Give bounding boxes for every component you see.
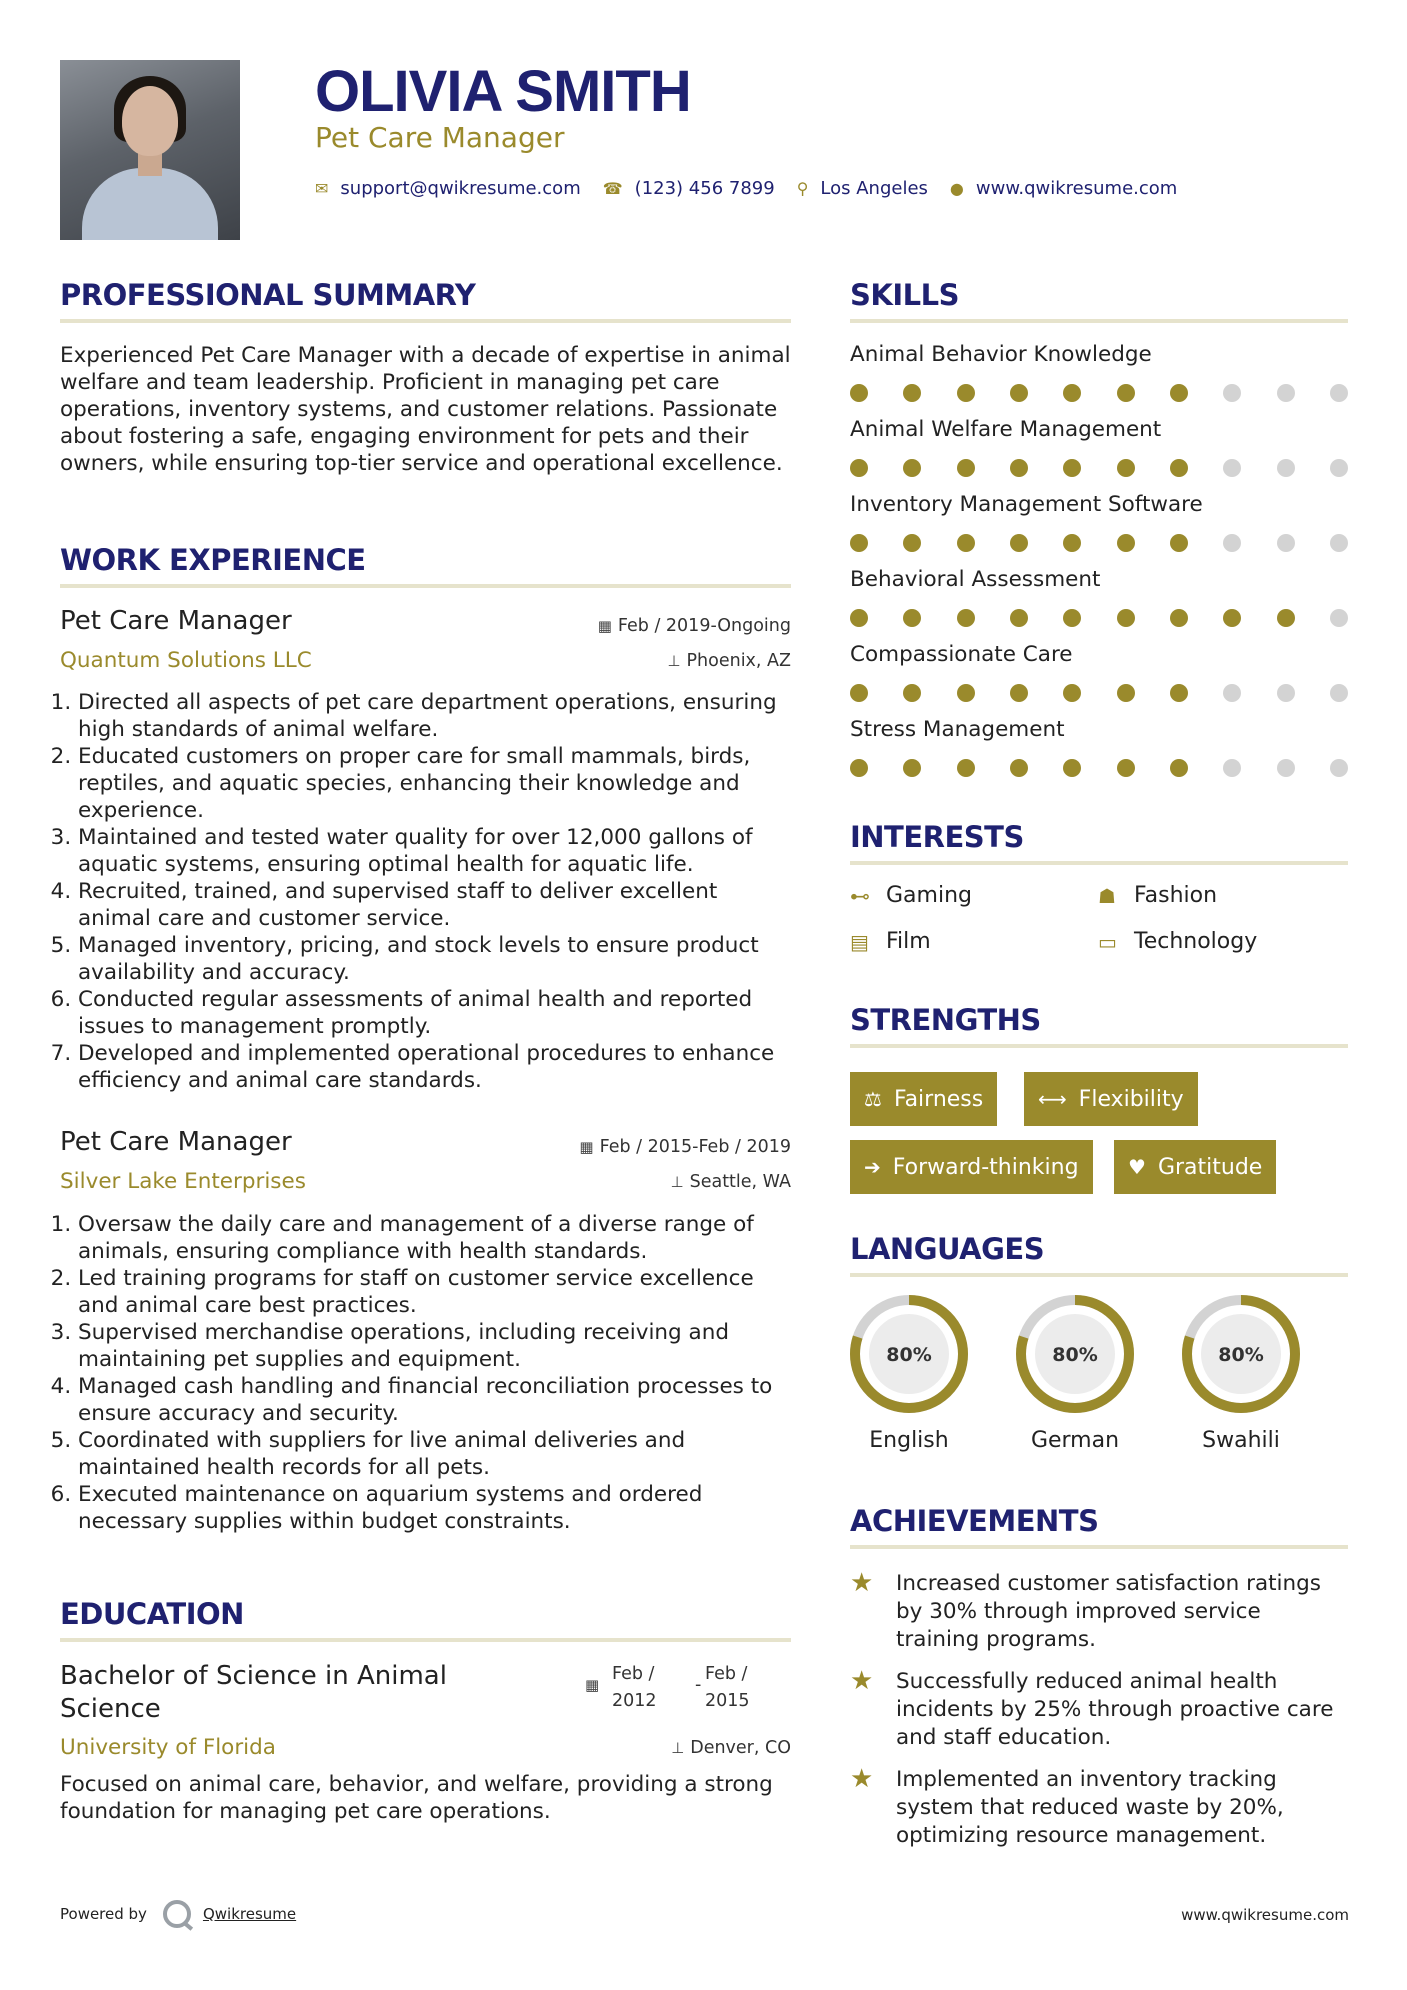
languages-heading: LANGUAGES: [850, 1232, 1045, 1266]
job-title: Pet Care Manager: [60, 1127, 292, 1157]
language-name: Swahili: [1202, 1428, 1280, 1453]
map-pin-icon: ⚲: [796, 179, 809, 198]
job-dates: [579, 1137, 791, 1157]
globe-icon: ●: [949, 179, 964, 198]
achievement-text: Implemented an inventory tracking system that reduced waste by 20%, optimizing resource management.: [896, 1767, 1284, 1848]
rating-dot-filled: [957, 759, 975, 777]
contact-email[interactable]: support@qwikresume.com: [340, 178, 581, 199]
strength-tag: [1114, 1140, 1276, 1194]
star-icon: ★: [850, 1568, 874, 1598]
rating-dot-filled: [957, 684, 975, 702]
laptop-icon: ▭: [1098, 929, 1117, 954]
contact-bar: [315, 178, 1199, 199]
rating-dot-filled: [1277, 609, 1295, 627]
duty-item: 5. Managed inventory, pricing, and stock levels to ensure product availability and accuracy.: [78, 932, 795, 986]
balance-scale-icon: ⚖: [864, 1087, 882, 1111]
skills-divider: [850, 319, 1348, 323]
skills-heading: SKILLS: [850, 278, 959, 312]
rating-dot-filled: [1063, 534, 1081, 552]
interests-divider: [850, 861, 1348, 865]
rating-dot-filled: [1170, 384, 1188, 402]
calendar-icon: ▦: [597, 617, 612, 635]
job-dates: [598, 616, 791, 636]
duty-item: 6. Executed maintenance on aquarium systems and ordered necessary supplies within budget constraints.: [78, 1481, 795, 1535]
job-duties-list: [60, 1211, 795, 1535]
language-ring: [1013, 1292, 1137, 1416]
pin-icon: ⊥: [670, 1173, 684, 1191]
interests-heading: INTERESTS: [850, 820, 1024, 854]
summary-heading: PROFESSIONAL SUMMARY: [60, 278, 476, 312]
rating-dot-empty: [1277, 684, 1295, 702]
job-dates-text: Feb / 2015-Feb / 2019: [599, 1137, 791, 1157]
rating-dot-empty: [1223, 459, 1241, 477]
contact-website[interactable]: www.qwikresume.com: [975, 178, 1178, 199]
rating-dot-filled: [1117, 384, 1135, 402]
achievements-divider: [850, 1545, 1348, 1549]
duty-item: 2. Educated customers on proper care for small mammals, birds, reptiles, and aquatic species, enhancing their knowledge and experience.: [78, 743, 795, 824]
rating-dot-empty: [1330, 459, 1348, 477]
language-item: [847, 1292, 971, 1453]
rating-dot-empty: [1277, 759, 1295, 777]
duty-item: 4. Recruited, trained, and supervised staff to deliver excellent animal care and customer service.: [78, 878, 795, 932]
duty-item: 5. Coordinated with suppliers for live animal deliveries and maintained health records for all pets.: [78, 1427, 795, 1481]
skill-name: Behavioral Assessment: [850, 567, 1101, 592]
job-location-text: Seattle, WA: [689, 1172, 791, 1192]
education-location-text: Denver, CO: [690, 1738, 791, 1758]
interest-item: [850, 883, 972, 908]
powered-by-label: Powered by: [60, 1905, 147, 1923]
achievement-text: Successfully reduced animal health incidents by 25% through proactive care and staff education.: [896, 1669, 1334, 1750]
duty-item: 1. Oversaw the daily care and management of a diverse range of animals, ensuring compliance with health standards.: [78, 1211, 795, 1265]
degree-title: Bachelor of Science in Animal Science: [60, 1661, 447, 1724]
rating-dot-filled: [903, 384, 921, 402]
rating-dot-filled: [1063, 609, 1081, 627]
strength-label: Forward-thinking: [892, 1154, 1079, 1180]
language-item: [1013, 1292, 1137, 1453]
phone-icon: ☎: [602, 179, 623, 198]
rating-dot-filled: [1010, 534, 1028, 552]
rating-dot-empty: [1223, 684, 1241, 702]
footer-powered-by: [60, 1900, 296, 1928]
rating-dot-filled: [1170, 459, 1188, 477]
language-item: [1179, 1292, 1303, 1453]
rating-dot-empty: [1277, 534, 1295, 552]
rating-dot-filled: [850, 534, 868, 552]
rating-dot-filled: [1170, 609, 1188, 627]
rating-dot-filled: [1170, 684, 1188, 702]
pin-icon: ⊥: [667, 652, 681, 670]
rating-dot-filled: [1010, 609, 1028, 627]
rating-dot-filled: [1117, 759, 1135, 777]
interest-item: [1098, 883, 1217, 908]
skill-name: Stress Management: [850, 717, 1065, 742]
rating-dot-filled: [1170, 534, 1188, 552]
education-end: Feb / 2015: [705, 1664, 750, 1711]
interest-label: Technology: [1134, 929, 1258, 954]
strengths-divider: [850, 1044, 1348, 1048]
summary-text: Experienced Pet Care Manager with a decade of expertise in animal welfare and team leadership. Proficient in managing pet care operations, inventory systems, and customer relations. Passionate about fostering a safe, engaging environment for pets and their owners, while ensuring top-tier service and operational excellence.: [60, 343, 791, 476]
rating-dot-filled: [1010, 684, 1028, 702]
rating-dot-empty: [1223, 384, 1241, 402]
skill-item: [850, 642, 1350, 702]
strength-tag: [850, 1140, 1093, 1194]
rating-dot-filled: [957, 534, 975, 552]
rating-dot-filled: [1063, 759, 1081, 777]
rating-dot-filled: [1063, 459, 1081, 477]
rating-dot-filled: [1010, 759, 1028, 777]
interest-label: Fashion: [1134, 883, 1218, 908]
achievements-heading: ACHIEVEMENTS: [850, 1504, 1099, 1538]
film-icon: ▤: [850, 929, 869, 954]
rating-dot-filled: [850, 609, 868, 627]
rating-dot-empty: [1330, 684, 1348, 702]
job-company: Quantum Solutions LLC: [60, 648, 312, 673]
footer-url[interactable]: www.qwikresume.com: [1181, 1906, 1349, 1924]
rating-dot-empty: [1223, 534, 1241, 552]
skill-item: [850, 492, 1350, 552]
rating-dot-filled: [1117, 609, 1135, 627]
skill-rating: [850, 534, 1348, 552]
achievement-item: [850, 1668, 1350, 1752]
rating-dot-filled: [1063, 684, 1081, 702]
rating-dot-empty: [1223, 759, 1241, 777]
job-dates-text: Feb / 2019-Ongoing: [617, 616, 791, 636]
candidate-role: Pet Care Manager: [315, 121, 565, 154]
skill-name: Animal Behavior Knowledge: [850, 342, 1152, 367]
job-company: Silver Lake Enterprises: [60, 1169, 306, 1194]
education-divider: [60, 1638, 791, 1642]
footer-brand-link[interactable]: Qwikresume: [202, 1905, 297, 1923]
strength-tag: [850, 1072, 997, 1126]
profile-photo: [60, 60, 240, 240]
education-location: [671, 1738, 791, 1758]
envelope-icon: ✉: [315, 179, 329, 198]
skill-rating: [850, 759, 1348, 777]
skill-name: Inventory Management Software: [850, 492, 1203, 517]
rating-dot-empty: [1277, 384, 1295, 402]
skill-rating: [850, 384, 1348, 402]
achievement-item: [850, 1570, 1350, 1654]
rating-dot-filled: [957, 609, 975, 627]
rating-dot-filled: [1117, 534, 1135, 552]
skill-rating: [850, 609, 1348, 627]
shopping-bag-icon: ☗: [1098, 883, 1116, 908]
rating-dot-filled: [903, 759, 921, 777]
experience-divider: [60, 584, 791, 588]
star-icon: ★: [850, 1764, 874, 1794]
calendar-icon: ▦: [585, 1676, 600, 1694]
education-start: Feb / 2012: [612, 1664, 657, 1711]
language-name: English: [869, 1428, 949, 1453]
skill-rating: [850, 459, 1348, 477]
job-duties-list: [60, 689, 795, 1094]
rating-dot-filled: [903, 534, 921, 552]
strength-label: Flexibility: [1078, 1086, 1184, 1112]
achievement-text: Increased customer satisfaction ratings by 30% through improved service training programs.: [896, 1571, 1322, 1652]
gamepad-icon: ⊷: [850, 883, 870, 908]
arrows-horizontal-icon: ⟷: [1038, 1087, 1067, 1111]
education-description: Focused on animal care, behavior, and welfare, providing a strong foundation for managing pet care operations.: [60, 1772, 773, 1824]
interest-label: Gaming: [886, 883, 972, 908]
rating-dot-filled: [903, 684, 921, 702]
skill-item: [850, 417, 1350, 477]
education-heading: EDUCATION: [60, 1597, 244, 1631]
languages-divider: [850, 1273, 1348, 1277]
rating-dot-filled: [1223, 609, 1241, 627]
rating-dot-empty: [1330, 759, 1348, 777]
skill-name: Compassionate Care: [850, 642, 1073, 667]
strength-label: Fairness: [893, 1086, 984, 1112]
star-icon: ★: [850, 1666, 874, 1696]
pin-icon: ⊥: [671, 1739, 685, 1757]
duty-item: 1. Directed all aspects of pet care department operations, ensuring high standards of animal welfare.: [78, 689, 795, 743]
calendar-icon: ▦: [579, 1138, 594, 1156]
strength-label: Gratitude: [1157, 1154, 1263, 1180]
job-location-text: Phoenix, AZ: [686, 651, 791, 671]
arrow-right-icon: ➔: [864, 1155, 881, 1179]
rating-dot-filled: [850, 759, 868, 777]
language-ring: [847, 1292, 971, 1416]
rating-dot-filled: [957, 459, 975, 477]
rating-dot-filled: [1010, 459, 1028, 477]
rating-dot-filled: [1010, 384, 1028, 402]
rating-dot-filled: [1063, 384, 1081, 402]
rating-dot-filled: [1117, 684, 1135, 702]
strengths-heading: STRENGTHS: [850, 1003, 1041, 1037]
job-location: [671, 1172, 791, 1192]
education-date-separator: -: [695, 1675, 702, 1695]
rating-dot-filled: [850, 384, 868, 402]
candidate-name: OLIVIA SMITH: [315, 59, 691, 124]
skill-item: [850, 717, 1350, 777]
contact-location: Los Angeles: [820, 178, 928, 199]
duty-item: 3. Maintained and tested water quality for over 12,000 gallons of aquatic systems, ensuring optimal health for aquatic life.: [78, 824, 795, 878]
summary-divider: [60, 319, 791, 323]
contact-phone[interactable]: (123) 456 7899: [634, 178, 775, 199]
interest-label: Film: [886, 929, 931, 954]
rating-dot-empty: [1330, 609, 1348, 627]
interest-item: [1098, 929, 1257, 954]
language-percent: 80%: [1218, 1344, 1264, 1366]
language-percent: 80%: [1052, 1344, 1098, 1366]
job-title: Pet Care Manager: [60, 606, 292, 636]
achievement-item: [850, 1766, 1350, 1850]
duty-item: 3. Supervised merchandise operations, including receiving and maintaining pet supplies and equipment.: [78, 1319, 795, 1373]
rating-dot-filled: [1117, 459, 1135, 477]
duty-item: 2. Led training programs for staff on customer service excellence and animal care best practices.: [78, 1265, 795, 1319]
interest-item: [850, 929, 931, 954]
language-percent: 80%: [886, 1344, 932, 1366]
experience-heading: WORK EXPERIENCE: [60, 543, 366, 577]
heart-icon: ♥: [1128, 1155, 1146, 1179]
duty-item: 7. Developed and implemented operational procedures to enhance efficiency and animal care standards.: [78, 1040, 795, 1094]
rating-dot-filled: [850, 459, 868, 477]
rating-dot-empty: [1330, 384, 1348, 402]
qwikresume-logo-icon: [163, 1900, 191, 1928]
duty-item: 4. Managed cash handling and financial reconciliation processes to ensure accuracy and security.: [78, 1373, 795, 1427]
strength-tag: [1024, 1072, 1198, 1126]
job-location: [667, 651, 791, 671]
rating-dot-filled: [903, 609, 921, 627]
language-ring: [1179, 1292, 1303, 1416]
skill-item: [850, 567, 1350, 627]
language-name: German: [1030, 1428, 1120, 1453]
school-name: University of Florida: [60, 1735, 276, 1760]
skill-rating: [850, 684, 1348, 702]
rating-dot-empty: [1330, 534, 1348, 552]
rating-dot-filled: [1170, 759, 1188, 777]
duty-item: 6. Conducted regular assessments of animal health and reported issues to management promptly.: [78, 986, 795, 1040]
rating-dot-filled: [903, 459, 921, 477]
skill-item: [850, 342, 1350, 402]
rating-dot-filled: [957, 384, 975, 402]
rating-dot-empty: [1277, 459, 1295, 477]
skill-name: Animal Welfare Management: [850, 417, 1162, 442]
rating-dot-filled: [850, 684, 868, 702]
